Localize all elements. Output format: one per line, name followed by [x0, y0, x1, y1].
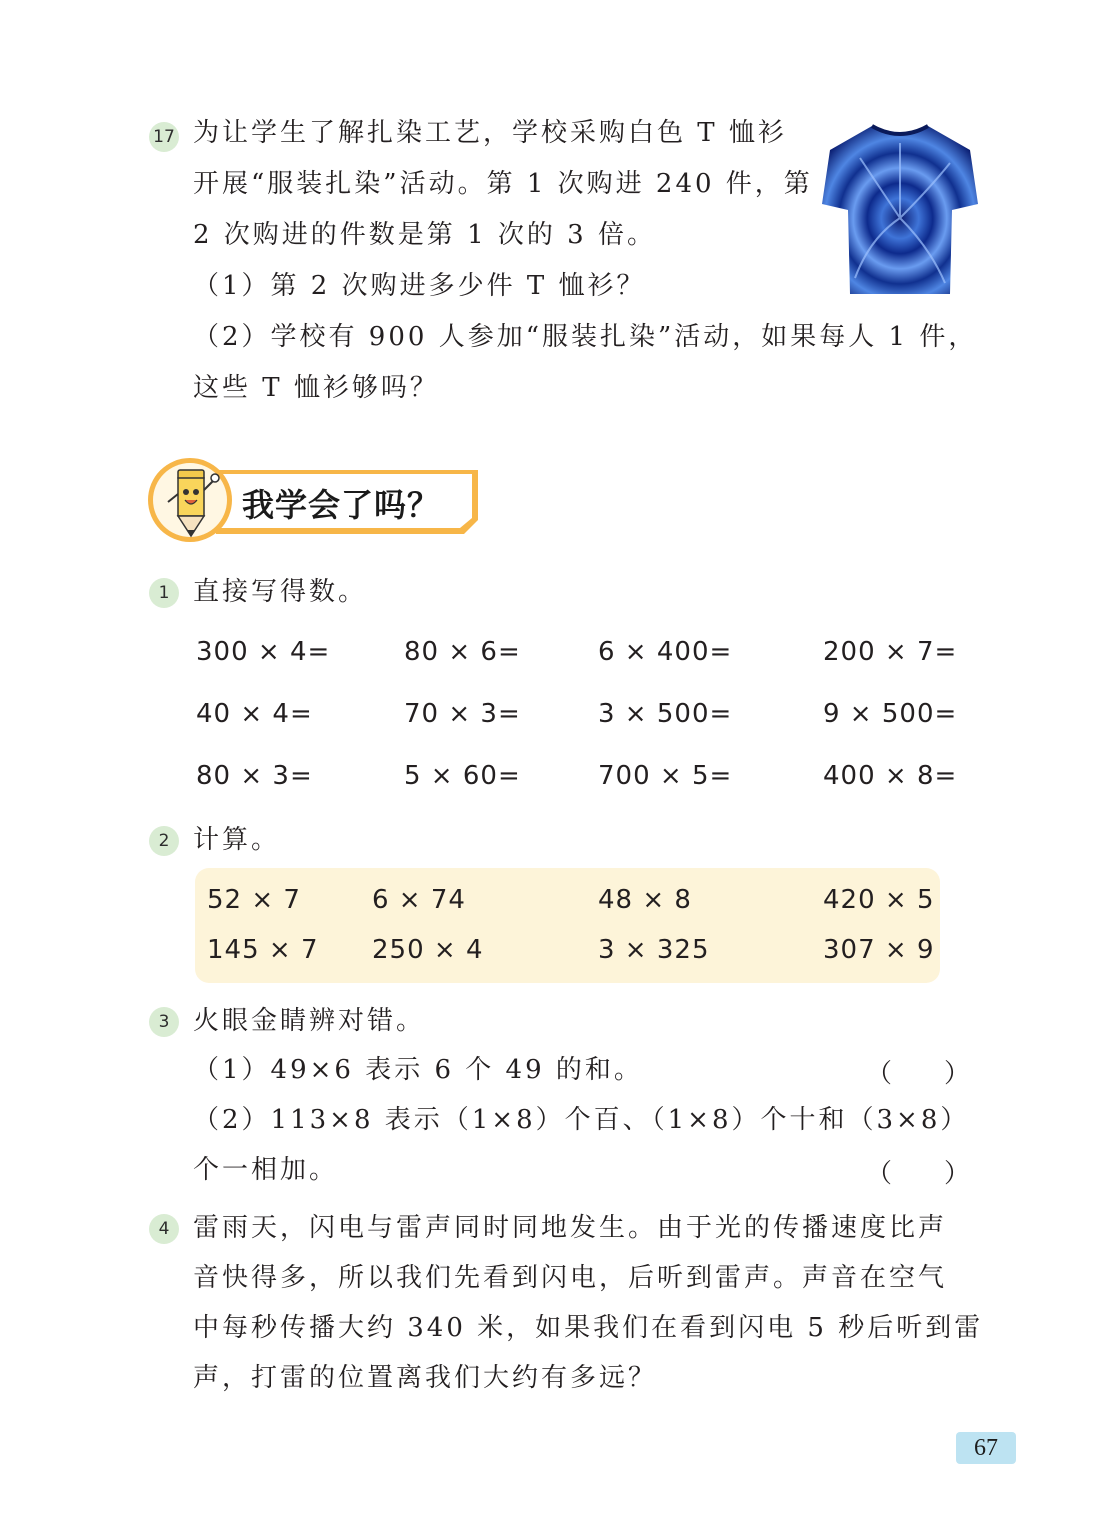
problem-17-line-2: 开展“服装扎染”活动。第 1 次购进 240 件，第 [193, 169, 813, 199]
oral-calc-item: 3 × 500= [598, 699, 733, 729]
oral-calc-item: 70 × 3= [404, 699, 521, 729]
answer-parentheses[interactable]: （ ） [866, 1059, 971, 1089]
problem-17-question-2-cont: 这些 T 恤衫够吗？ [193, 373, 439, 403]
section-banner [146, 458, 486, 546]
oral-calc-item: 40 × 4= [196, 699, 313, 729]
problem-17-question-2: （2）学校有 900 人参加“服装扎染”活动，如果每人 1 件， [193, 322, 978, 352]
exercise-4-line-3: 中每秒传播大约 340 米，如果我们在看到闪电 5 秒后听到雷 [193, 1313, 984, 1343]
exercise-1-title: 直接写得数。 [193, 577, 368, 607]
oral-calc-item: 80 × 3= [196, 761, 313, 791]
exercise-2-title: 计算。 [193, 825, 281, 855]
written-calc-item: 3 × 325 [598, 935, 710, 965]
written-calc-item: 52 × 7 [207, 885, 301, 915]
exercise-3-statement-2: （2）113×8 表示（1×8）个百、（1×8）个十和（3×8） [193, 1105, 970, 1135]
oral-calc-item: 6 × 400= [598, 637, 733, 667]
page-number: 67 [956, 1432, 1016, 1464]
exercise-4-line-1: 雷雨天，闪电与雷声同时同地发生。由于光的传播速度比声 [193, 1213, 948, 1243]
pencil-mascot-icon [160, 466, 220, 538]
written-calc-item: 420 × 5 [823, 885, 935, 915]
exercise-3-statement-2-cont: 个一相加。 [193, 1155, 339, 1185]
exercise-3-statement-1: （1）49×6 表示 6 个 49 的和。 [193, 1055, 643, 1085]
problem-17-line-3: 2 次购进的件数是第 1 次的 3 倍。 [193, 220, 656, 250]
oral-calc-item: 200 × 7= [823, 637, 958, 667]
oral-calc-item: 80 × 6= [404, 637, 521, 667]
exercise-number-badge: 1 [149, 578, 179, 608]
exercise-4-line-2: 音快得多，所以我们先看到闪电，后听到雷声。声音在空气 [193, 1263, 948, 1293]
exercise-number-badge: 4 [149, 1214, 179, 1244]
problem-number-badge: 17 [149, 122, 179, 152]
written-calc-item: 6 × 74 [372, 885, 466, 915]
written-calc-item: 250 × 4 [372, 935, 484, 965]
exercise-4-line-4: 声，打雷的位置离我们大约有多远？ [193, 1363, 658, 1393]
oral-calc-item: 5 × 60= [404, 761, 521, 791]
oral-calc-item: 400 × 8= [823, 761, 958, 791]
problem-17-line-1: 为让学生了解扎染工艺，学校采购白色 T 恤衫 [193, 118, 787, 148]
written-calc-item: 145 × 7 [207, 935, 319, 965]
exercise-3-title: 火眼金睛辨对错。 [193, 1006, 426, 1036]
oral-calc-item: 700 × 5= [598, 761, 733, 791]
tie-dye-tshirt-image [820, 118, 980, 300]
oral-calc-item: 300 × 4= [196, 637, 331, 667]
written-calc-item: 307 × 9 [823, 935, 935, 965]
oral-calc-item: 9 × 500= [823, 699, 958, 729]
answer-parentheses[interactable]: （ ） [866, 1159, 971, 1189]
written-calc-item: 48 × 8 [598, 885, 692, 915]
problem-17-question-1: （1）第 2 次购进多少件 T 恤衫？ [193, 271, 646, 301]
exercise-number-badge: 2 [149, 826, 179, 856]
section-title: 我学会了吗？ [242, 486, 441, 524]
exercise-number-badge: 3 [149, 1007, 179, 1037]
